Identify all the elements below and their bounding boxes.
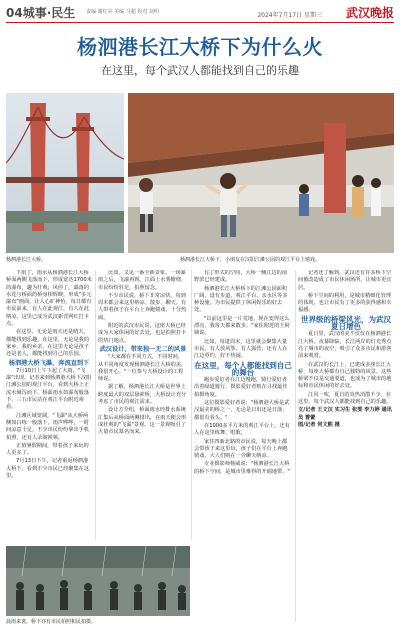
paragraph: 跑步爱好者在江边慢跑，骑行爱好者沿着绿道骑行，摄影爱好者则在寻找最佳拍摄角度。 — [194, 377, 288, 398]
paragraph: 在1000多平方米的观江平台上，还有人在这里练舞、唱歌。 — [194, 422, 290, 437]
column-divider — [95, 270, 96, 540]
page-header — [6, 4, 394, 22]
paragraph: "以前这里是一片荒地，现在变得这么漂亮，我每天都来散步。"家住附近的王阿姨说。 — [194, 315, 290, 337]
newspaper-logo: 武汉晚报 — [345, 6, 394, 20]
paragraph: 在武汉的长江上，已建成多座长江大桥，每座大桥都有自己独特的风景。这些桥梁不仅是交通要道，也成为了城市的地标和市民休闲的好去处。 — [298, 361, 392, 390]
column-divider — [191, 270, 192, 540]
paragraph: 下雨了，雨水从杨泗港长江大桥桥面两侧飞落而下，形成宽达1700米的瀑布，趣为壮观；风停了，瀑落的水花与桥面的桥身相辉映，形成"多元瀑布"画面，让人心旷神怡。每日都有市民前来，有人在此观江，有人在此纳凉，这里已成为武汉新晋网红打卡点。 — [6, 270, 92, 328]
paragraph: 江风一吹，夏日的炎热消散不少。在这里，每个武汉人都能找到自己的乐趣。 — [298, 391, 392, 406]
section-title: 04城事·民生 — [6, 6, 76, 20]
paragraph: 据了解，杨泗港长江大桥是世界上跨度最大的双层悬索桥，大桥设计充分考虑了市民的观江需求。 — [98, 384, 187, 406]
section-subheading: 在这里，每个人都能找到自己的舞台 — [194, 360, 292, 377]
paragraph: 7月10日上午下起了大雨，"飞瀑"出现。记者来到杨泗港大桥下汉阳江滩公园的观江平台，看到大桥上正流水倾泻而下，桥面雨水如瀑布般落下，三五市民站在观江平台附近观看。 — [6, 367, 92, 411]
column-divider — [295, 270, 296, 622]
headline: 杨泗港长江大桥下为什么火 — [77, 35, 323, 59]
bridge-photo — [6, 93, 124, 253]
paragraph: 桥下空间的利用，是城市精细化管理的体现，也让市民有了更多的获得感和幸福感。 — [298, 292, 392, 314]
caption-rain: 晨雨来袭，桥下亦有市民拍照和民拍摄。 — [6, 619, 97, 625]
article-column-2 — [98, 270, 188, 542]
paragraph: 附近的武汉市民说，这座大桥已经成为大家休闲的好去处，也是拍照打卡的热门地点。 — [98, 323, 187, 344]
paragraph: 家住四新北路的市民说，每天晚上都会带孩子来这里玩，孩子们在平台上奔跑嬉戏，大人们则在一旁聊天纳凉。 — [194, 438, 288, 460]
paragraph: 比如，又见一番全新景象。一场暴雨之后，飞瀑再现。江面上水雾缭绕，市民纷纷驻足，拍照留念。 — [98, 270, 187, 291]
subheadline: 在这里，每个武汉人都能找到自己的乐趣 — [101, 64, 299, 77]
paragraph: 专业摄影师杨威说："杨泗港长江大桥的桥下空间，是城市里难得的开阔地带。" — [194, 461, 290, 475]
paragraph: 夏日里，武汉的美不仅仅在杨泗港长江大桥。夜幕降临，长江两岸的灯光秀点亮了城市的夜空，吸引了众多市民和游客前来观赏。 — [298, 331, 392, 360]
paragraph: "大家都在不同方式，不同时间，从不同角度发现杨泗港长江大桥的美，我很开心。"一位参与大桥设计的工程师说。 — [98, 354, 187, 383]
paragraph: 设计方介绍，桥面雨水经排水系统汇集后从桥面两侧排出，在雨天便会形成壮观的"飞瀑"景观。这一景观吸引了大量市民慕名而来。 — [98, 407, 187, 436]
section-subheading: 杨泗港大桥飞瀑，奔流直到下 — [8, 359, 90, 367]
paragraph: 不少市民说，桥下非常凉快，每到周末都会来这里纳凉、散步、聊天。有人带着孩子在平台上奔跑嬉戏，十分热闹。 — [98, 292, 187, 321]
paragraph: 有了形式的空间，大桥一侧江边的南野滨已经建成。 — [194, 270, 288, 284]
paragraph: 7月13日下午，记者重返杨泗港大桥下，看到不少市民已经聚集在这里。 — [6, 458, 90, 480]
paragraph: 这位摄影爱好者说："杨泗港大桥是武汉最美的桥之一，无论是日出还是日落，都很有看头。" — [194, 400, 290, 421]
paragraph: 江滩区域宽阔，"飞瀑"从大桥两侧如白练一般落下，雨声哗哗，一时间凉意十足。不少市民纷纷拿出手机拍照，还有人录制视频。 — [6, 412, 90, 441]
caption-children: 杨泗港长江大桥下，小朋友在汉阳江滩公园的观江平台上嬉戏。 — [180, 257, 321, 263]
issue-date: 2024年7月17日 星期三 — [257, 12, 322, 19]
paragraph: 比如，每逢周末，这里就会聚集大量市民，有人放风筝，有人露营，还有人在江边垂钓，好不热闹。 — [194, 338, 288, 360]
header-rule — [6, 22, 394, 23]
article-column-3 — [194, 270, 292, 622]
paragraph: 杨泗港长江大桥桥下的江滩公园面积广阔，设有步道、观江平台、亲水区等多种设施，为市民提供了休闲娱乐的好去处。 — [194, 285, 288, 314]
editor-line: 责编 谢红亮 美编 马超 校对 刘明 — [86, 9, 159, 15]
article-column-1 — [6, 270, 92, 542]
section-subheading: 世界级的桥梁风光，为武汉夏日增色 — [301, 314, 391, 332]
byline: 文/记者 王文汉 实习生 张雯 李力婷 通讯员 曹蕾 图/记者 何文熙 摄 — [298, 407, 392, 428]
paragraph: 记者还了解到，武汉还有许多桥下空间被改造成了市民休闲场所，让城市更宜居。 — [298, 270, 392, 291]
paragraph: 正值暑假期间，带着孩子来玩的人更多了。 — [6, 442, 89, 457]
paragraph: 在这里，无论是雨天还是晴天，都能找到乐趣。在这里，无论是我的家乡，我的乡亲，在这里无论是孩子还是老人，都能找到自己的乐园。 — [6, 329, 90, 358]
crowd-rain-photo — [6, 546, 190, 616]
caption-bridge: 杨泗港长江大桥。 — [6, 257, 47, 263]
section-subheading: 武汉设计，带来独一无二的风景 — [99, 345, 187, 353]
children-photo — [128, 93, 394, 253]
article-column-4 — [298, 270, 394, 622]
